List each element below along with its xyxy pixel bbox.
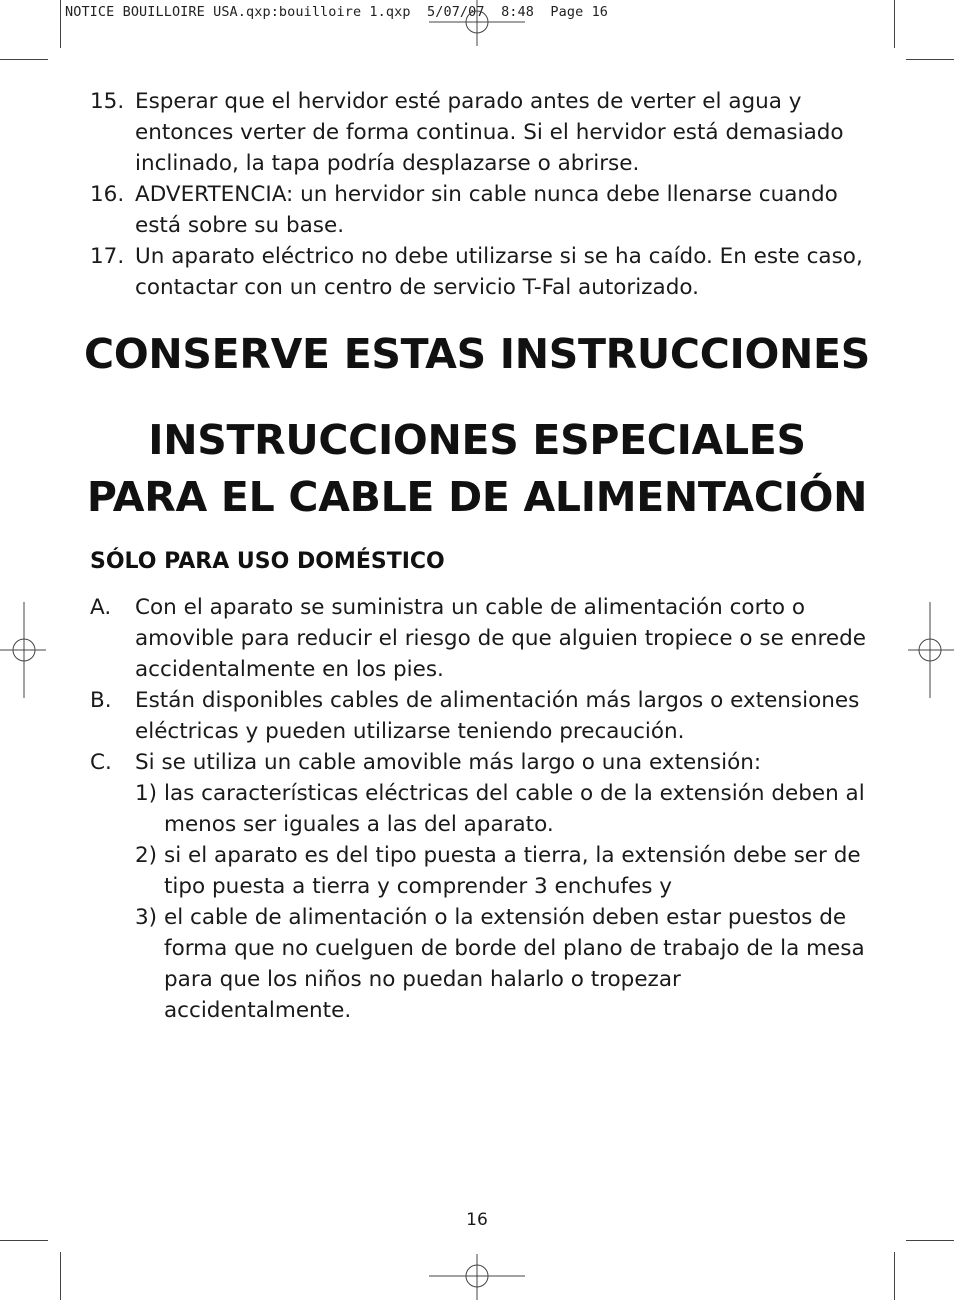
crop-mark-bottom-right-h — [906, 1240, 954, 1241]
list-item — [90, 685, 870, 747]
heading-conserve: CONSERVE ESTAS INSTRUCCIONES — [84, 330, 870, 378]
list-item-letter: C. — [90, 750, 112, 775]
list-item-text: Esperar que el hervidor esté parado antes de verter el agua y entonces verter de forma continua. Si el hervidor está demasiado inclinado, la tapa podría desplazarse o abrirse. — [135, 89, 844, 176]
list-item-number: 17. — [90, 244, 125, 269]
sublist-item — [135, 840, 870, 902]
list-item — [90, 241, 870, 303]
sublist-item-text: si el aparato es del tipo puesta a tierra, la extensión debe ser de tipo puesta a tierra y comprender 3 enchufes y — [164, 843, 861, 899]
sublist-item — [135, 778, 870, 840]
registration-mark-bottom-icon — [429, 1252, 525, 1300]
list-item — [90, 747, 870, 1026]
cable-sublist — [135, 778, 870, 1026]
page-number: 16 — [466, 1210, 488, 1230]
sublist-item-text: las características eléctricas del cable o de la extensión deben al menos ser iguales a las del aparato. — [164, 781, 865, 837]
list-item-letter: A. — [90, 595, 112, 620]
sublist-item-number: 3) — [135, 905, 158, 930]
subheading-household: SÓLO PARA USO DOMÉSTICO — [90, 549, 445, 574]
list-item-number: 16. — [90, 182, 125, 207]
list-item — [90, 86, 870, 179]
list-item-letter: B. — [90, 688, 112, 713]
list-item-text: Un aparato eléctrico no debe utilizarse si se ha caído. En este caso, contactar con un centro de servicio T-Fal autorizado. — [135, 244, 863, 300]
safety-list-continued — [90, 86, 870, 303]
crop-mark-bottom-left-h — [0, 1240, 48, 1241]
cable-list — [90, 592, 870, 1026]
list-item-text: Si se utiliza un cable amovible más largo o una extensión: — [135, 750, 762, 775]
crop-mark-top-left-h — [0, 59, 48, 60]
list-item-text: Con el aparato se suministra un cable de alimentación corto o amovible para reducir el riesgo de que alguien tropiece o se enrede accidentalmente en los pies. — [135, 595, 866, 682]
registration-mark-top-icon — [429, 0, 525, 48]
crop-mark-top-right-h — [906, 59, 954, 60]
list-item — [90, 179, 870, 241]
crop-mark-bottom-right-v — [894, 1252, 895, 1300]
sublist-item-number: 2) — [135, 843, 158, 868]
list-item — [90, 592, 870, 685]
list-item-text: ADVERTENCIA: un hervidor sin cable nunca debe llenarse cuando está sobre su base. — [135, 182, 838, 238]
registration-mark-right-icon — [906, 602, 954, 698]
heading-special-line-2: PARA EL CABLE DE ALIMENTACIÓN — [86, 473, 868, 521]
crop-mark-top-left-v — [60, 0, 61, 48]
list-item-number: 15. — [90, 89, 125, 114]
sublist-item — [135, 902, 870, 1026]
crop-mark-top-right-v — [894, 0, 895, 48]
crop-mark-bottom-left-v — [60, 1252, 61, 1300]
sublist-item-number: 1) — [135, 781, 158, 806]
slug-line: NOTICE BOUILLOIRE USA.qxp:bouilloire 1.qxp 5/07/07 8:48 Page 16 — [65, 4, 609, 20]
sublist-item-text: el cable de alimentación o la extensión deben estar puestos de forma que no cuelguen de borde del plano de trabajo de la mesa para que los niños no puedan halarlo o tropezar accidentalmente. — [164, 905, 865, 1023]
list-item-text: Están disponibles cables de alimentación más largos o extensiones eléctricas y pueden utilizarse teniendo precaución. — [135, 688, 860, 744]
registration-mark-left-icon — [0, 602, 48, 698]
heading-special-line-1: INSTRUCCIONES ESPECIALES — [148, 416, 806, 464]
